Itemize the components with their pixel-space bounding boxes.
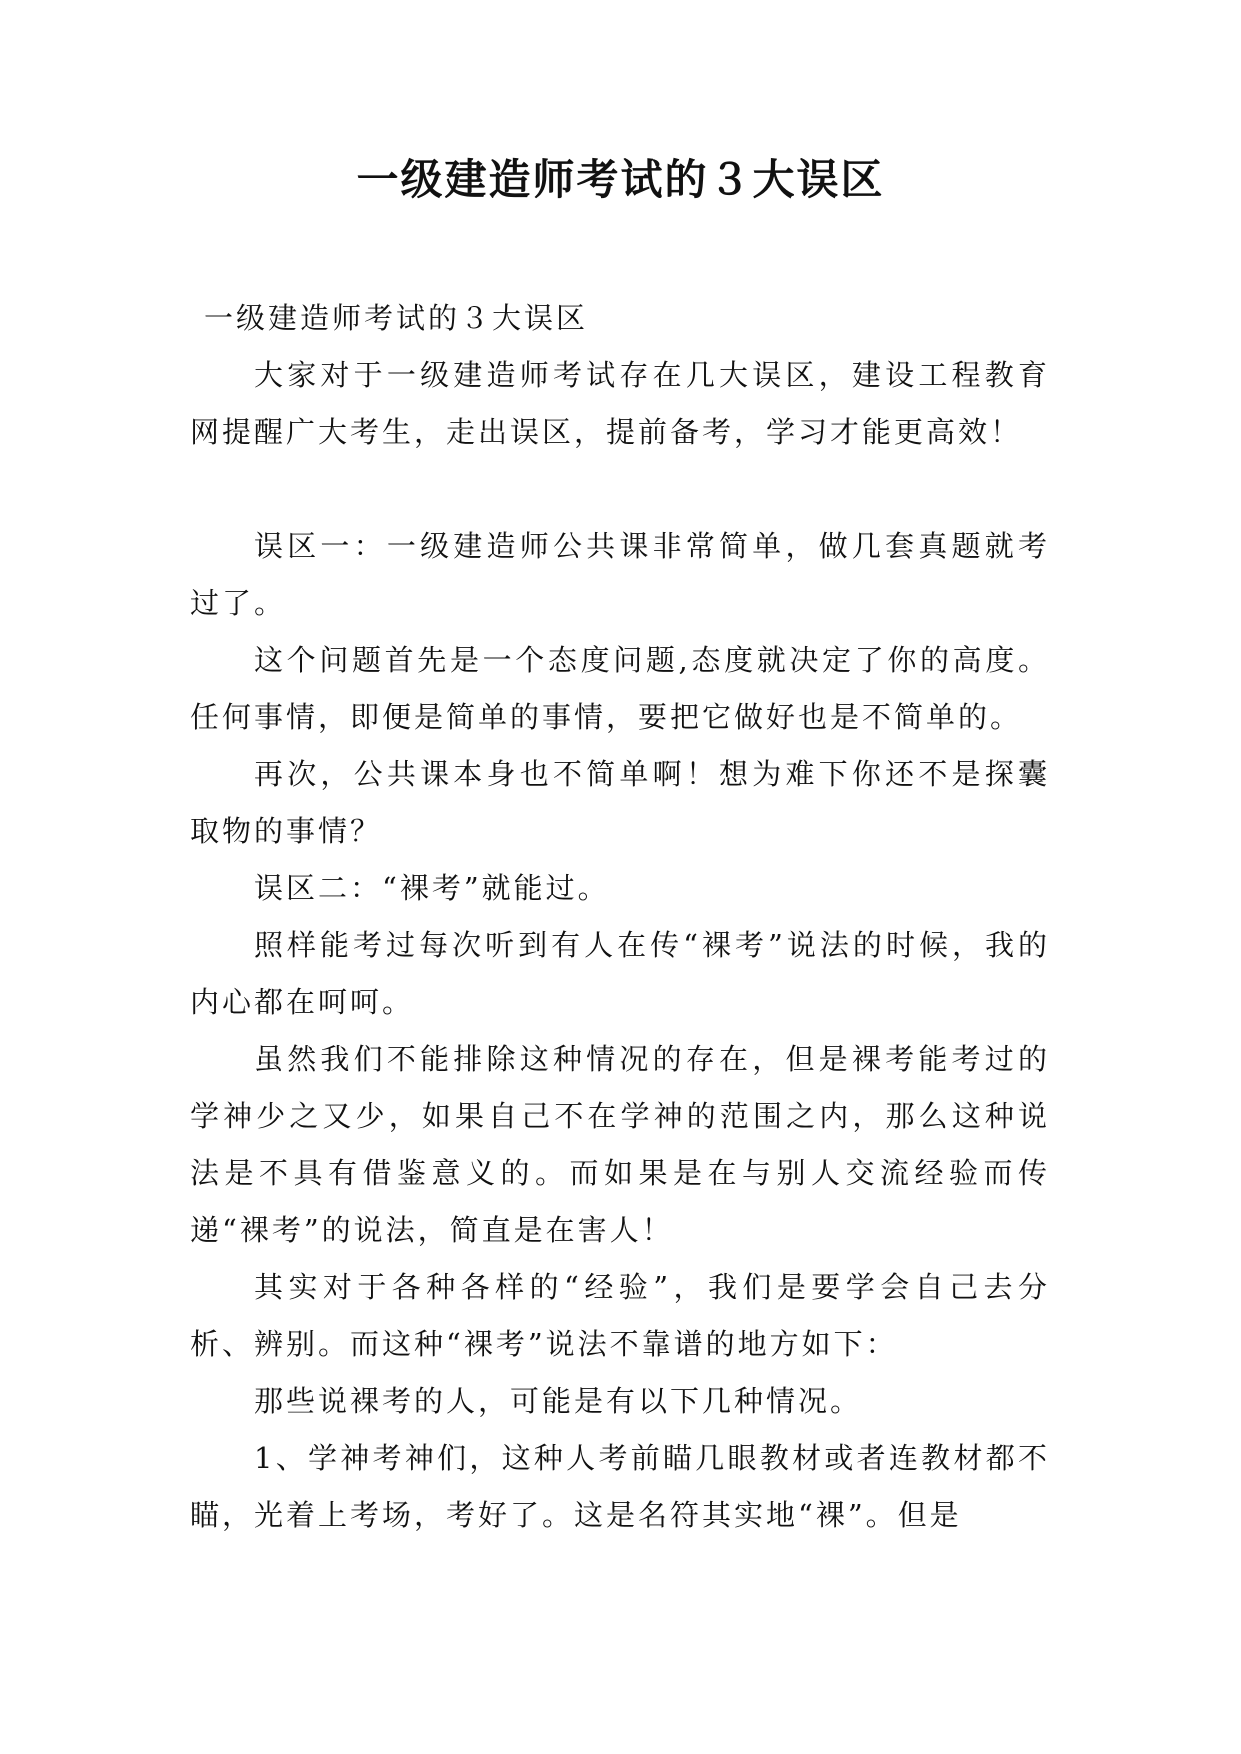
paragraph: 其实对于各种各样的“经验”，我们是要学会自己去分析、辨别。而这种“裸考”说法不靠谱的地方如下： — [190, 1270, 1050, 1361]
paragraph: 这个问题首先是一个态度问题,态度就决定了你的高度。任何事情，即便是简单的事情，要把它做好也是不简单的。 — [190, 643, 1050, 734]
blank-line — [190, 461, 1050, 518]
paragraph-list-item-1: 1、学神考神们，这种人考前瞄几眼教材或者连教材都不瞄，光着上考场，考好了。这是名符其实地“裸”。但是 — [190, 1441, 1050, 1532]
paragraph-myth-two: 误区二：“裸考”就能过。 — [254, 871, 610, 905]
paragraph: 再次，公共课本身也不简单啊！想为难下你还不是探囊取物的事情？ — [190, 757, 1050, 848]
paragraph: 照样能考过每次听到有人在传“裸考”说法的时候，我的内心都在呵呵。 — [190, 928, 1050, 1019]
document-title: 一级建造师考试的３大误区 — [356, 155, 885, 204]
paragraph: 虽然我们不能排除这种情况的存在，但是裸考能考过的学神少之又少，如果自己不在学神的范围之内，那么这种说法是不具有借鉴意义的。而如果是在与别人交流经验而传递“裸考”的说法，简直是在害人！ — [190, 1042, 1050, 1247]
paragraph-myth-one: 误区一：一级建造师公共课非常简单，做几套真题就考过了。 — [190, 529, 1050, 620]
subtitle-line: 一级建造师考试的３大误区 — [204, 301, 589, 335]
document-body — [190, 290, 1050, 1544]
paragraph: 那些说裸考的人，可能是有以下几种情况。 — [254, 1384, 863, 1418]
paragraph-intro: 大家对于一级建造师考试存在几大误区，建设工程教育网提醒广大考生，走出误区，提前备考，学习才能更高效！ — [190, 358, 1050, 449]
